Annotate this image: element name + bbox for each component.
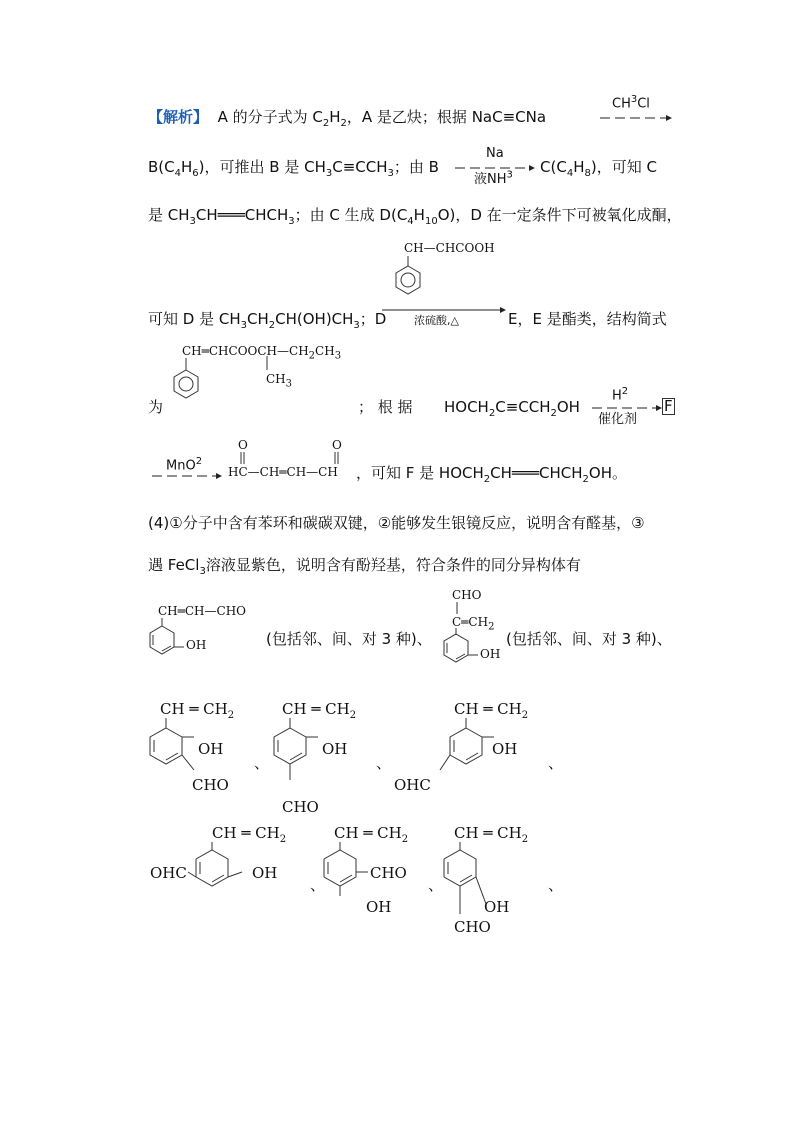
isomer-3-cho: CHO [192, 776, 229, 794]
arrow-label-nh3: 液$NH^3$ [474, 169, 513, 187]
analysis-line-2b: $C(C_4H_8)$，可知 C [540, 158, 657, 179]
arrow-label-ch3cl: $CH^3Cl$ [612, 94, 650, 112]
analysis-label: 【解析】 [148, 108, 209, 126]
isomer-4-vinyl: CH ═ $CH_2$ [282, 700, 357, 721]
isomer-3-vinyl: CH ═ $CH_2$ [160, 700, 235, 721]
isomer-6-ohc: OHC [150, 864, 187, 882]
product-f-box: F [664, 397, 673, 415]
isomer-8-vinyl: CH ═ $CH_2$ [454, 824, 529, 845]
isomer-4-ring [272, 718, 332, 798]
analysis-line-4a: 可知 D 是 $CH_3CH_2CH(OH)CH_3$；D [148, 310, 387, 331]
reagent-formula: CH—CHCOOH [404, 241, 495, 255]
benzene-ring-icon [394, 256, 428, 306]
arrow-label-na: Na [486, 146, 504, 161]
isomer-4-cho: CHO [282, 798, 319, 816]
sep-4: 、 [310, 876, 326, 894]
ester-methyl: $CH_3$ [266, 372, 293, 390]
arrow-label-h2: $H^2$ [612, 386, 629, 404]
sep-6: 、 [548, 876, 564, 894]
oxygen-2: O [332, 438, 342, 452]
text-a-formula: A 的分子式为 $C_2H_2$，A 是乙炔；根据 NaC≡CNa [217, 108, 547, 129]
isomer-1-oh: OH [186, 638, 207, 652]
text-wei: 为 [148, 398, 164, 416]
sep-3: 、 [548, 754, 564, 772]
isomer-6-ring [190, 842, 260, 902]
ester-formula: $CH═CHCOOCH—CH_2CH_3$ [182, 344, 342, 362]
arrow-label-catalyst: 催化剂 [598, 412, 638, 427]
isomer-2-vinyl: $C═CH_2$ [452, 615, 495, 633]
analysis-line-6: ，可知 F 是 $HOCH_2CH═══CHCH_2OH$。 [356, 464, 627, 485]
part4-line-1: (4)①分子中含有苯环和碳碳双键，②能够发生银镜反应，说明含有醛基，③ [148, 514, 645, 532]
isomer-2-oh: OH [480, 647, 501, 661]
isomer-7-oh: OH [366, 898, 392, 916]
reaction-arrow-1 [600, 114, 672, 122]
isomer-8-oh: OH [484, 898, 510, 916]
arrow-label-mno2: MnO$^2$ [166, 456, 203, 474]
butynediol-formula: $HOCH_2C\equiv CCH_2OH$ [444, 398, 580, 419]
benzene-ring-icon [172, 358, 206, 410]
sep-1: 、 [254, 754, 270, 772]
isomer-6-oh: OH [252, 864, 278, 882]
part4-line-2: 遇 FeCl$_3$溶液显紫色，说明含有酚羟基，符合条件的同分异构体有 [148, 556, 581, 577]
isomer-5-oh: OH [492, 740, 518, 758]
text-genju: ； 根 据 [358, 398, 413, 416]
isomer-1-chain: CH═CH—CHO [158, 604, 247, 618]
isomer-2-cho: CHO [452, 588, 482, 602]
analysis-line-3: 是 $CH_3CH═══CHCH_3$；由 C 生成 $D(C_4H_{10}O)$，D 在一定条件下可被氧化成酮， [148, 206, 682, 227]
butenedial-formula: HC—CH═CH—CH [228, 465, 338, 479]
sep-5: 、 [428, 876, 444, 894]
isomer-4-oh: OH [322, 740, 348, 758]
isomer-1-note: (包括邻、间、对 3 种)、 [266, 630, 432, 648]
oxygen-1: O [238, 438, 248, 452]
bond [452, 602, 462, 616]
isomer-5-vinyl: CH ═ $CH_2$ [454, 700, 529, 721]
analysis-line-2a: $B(C_4H_6)$，可推出 B 是 $CH_3C\equiv CCH_3$；由 B [148, 158, 439, 179]
arrow-label-h2so4: 浓硫酸,△ [414, 314, 459, 327]
isomer-3-oh: OH [198, 740, 224, 758]
isomer-7-cho: CHO [370, 864, 407, 882]
carbonyl-bonds [236, 452, 346, 466]
reaction-arrow-5 [152, 472, 222, 480]
isomer-7-vinyl: CH ═ $CH_2$ [334, 824, 409, 845]
analysis-line-1 [148, 106, 546, 129]
isomer-6-vinyl: CH ═ $CH_2$ [212, 824, 287, 845]
ester-branch [262, 356, 272, 372]
sep-2: 、 [376, 754, 392, 772]
isomer-8-cho: CHO [454, 918, 491, 936]
isomer-2-note: (包括邻、间、对 3 种)、 [506, 630, 672, 648]
isomer-5-ohc: OHC [394, 776, 431, 794]
analysis-line-4b: E，E 是酯类，结构简式 [508, 310, 667, 328]
